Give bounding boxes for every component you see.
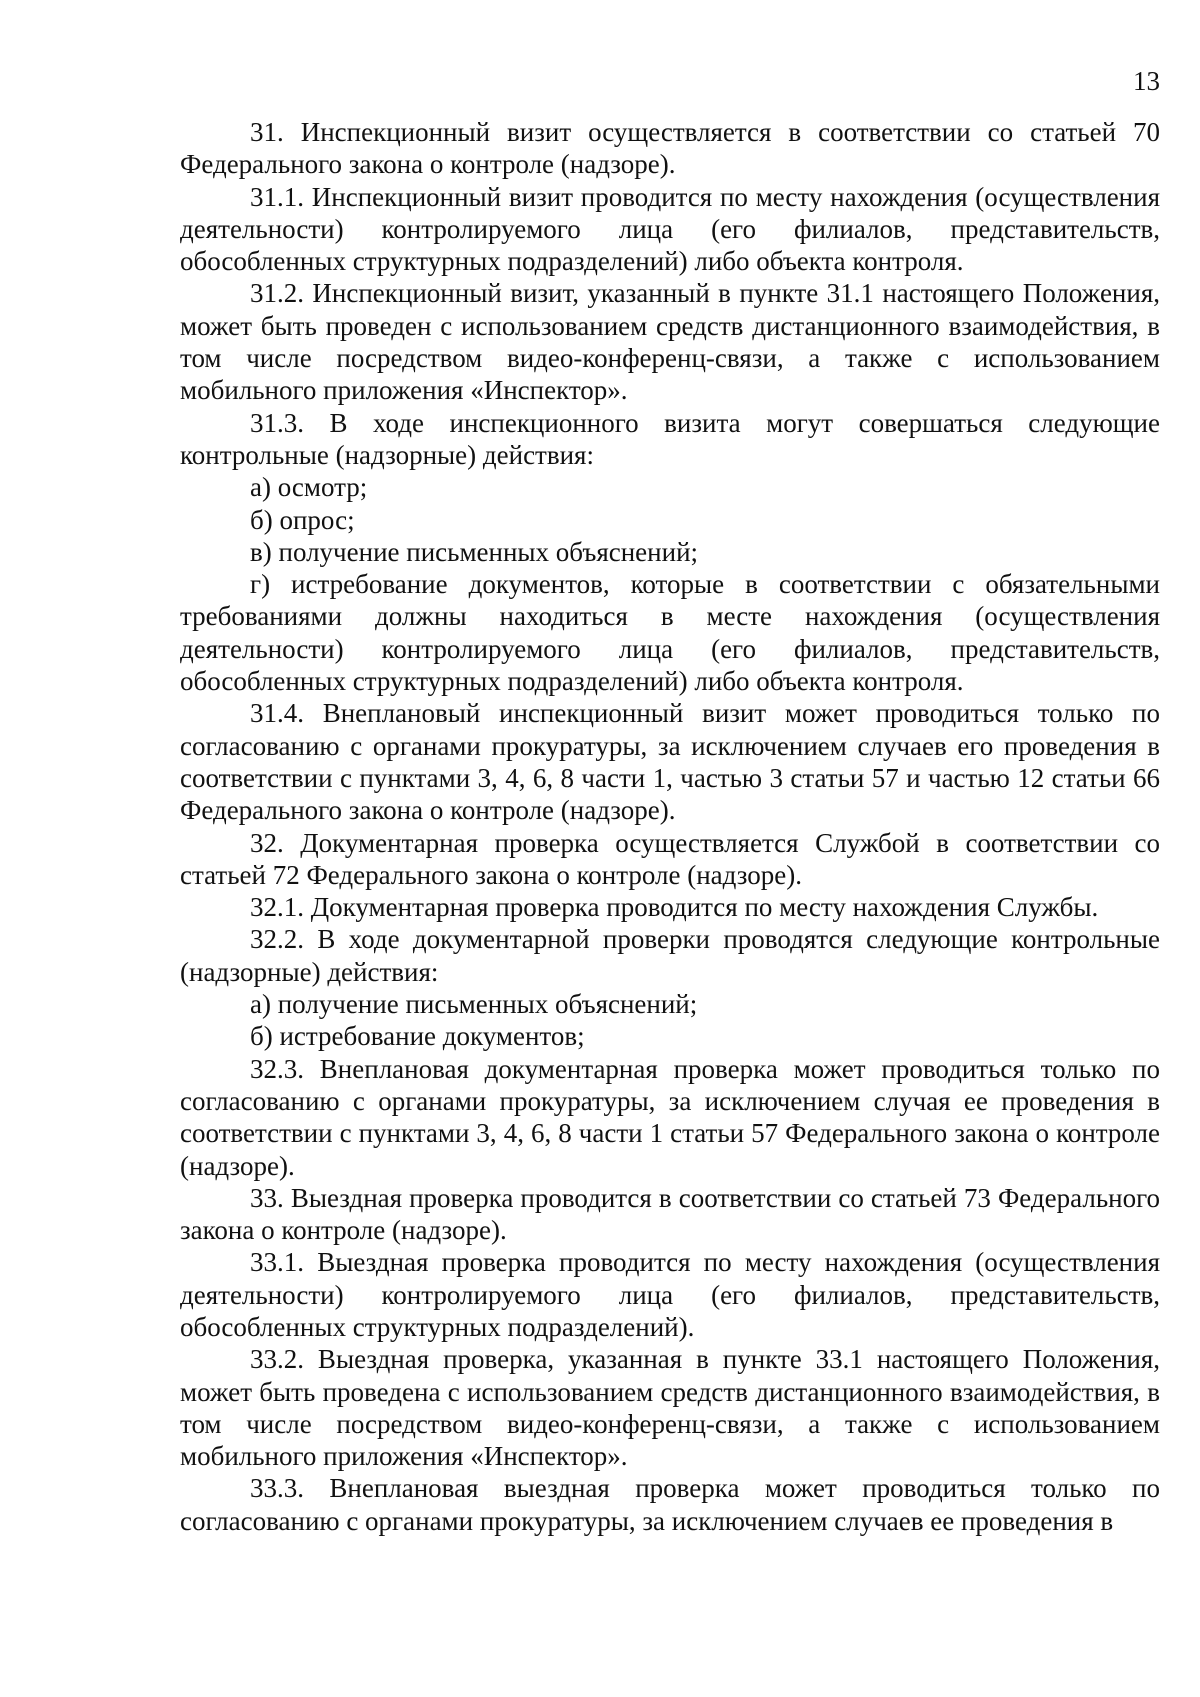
paragraph-31-2: 31.2. Инспекционный визит, указанный в пункте 31.1 настоящего Положения, может быть проведен с использованием средств дистанционного взаимодействия, в том числе посредством видео-конференц-связи, а также с использованием мобильного приложения «Инспектор». [180, 278, 1160, 406]
list-item-b: б) опрос; [250, 504, 355, 535]
paragraph-32-2: 32.2. В ходе документарной проверки проводятся следующие контрольные (надзорные) действия: [180, 924, 1160, 987]
page-number: 13 [1133, 66, 1160, 96]
paragraph-33-2: 33.2. Выездная проверка, указанная в пункте 33.1 настоящего Положения, может быть проведена с использованием средств дистанционного взаимодействия, в том числе посредством видео-конференц-связи, а также с использованием мобильного приложения «Инспектор». [180, 1344, 1160, 1472]
list-item-a: а) осмотр; [250, 472, 368, 503]
paragraph-31-1: 31.1. Инспекционный визит проводится по месту нахождения (осуществления деятельности) контролируемого лица (его филиалов, представительств, обособленных структурных подразделений) либо объекта контроля. [180, 181, 1160, 277]
paragraph-33-3: 33.3. Внеплановая выездная проверка может проводиться только по согласованию с органами прокуратуры, за исключением случаев ее проведения в [180, 1473, 1160, 1536]
paragraph-32-1: 32.1. Документарная проверка проводится по месту нахождения Службы. [250, 892, 1099, 923]
paragraph-32: 32. Документарная проверка осуществляется Службой в соответствии со статьей 72 Федерального закона о контроле (надзоре). [180, 827, 1160, 890]
list-item-a-2: а) получение письменных объяснений; [250, 989, 698, 1020]
list-item-v: в) получение письменных объяснений; [250, 536, 699, 567]
list-item-b-2: б) истребование документов; [250, 1021, 585, 1052]
paragraph-33: 33. Выездная проверка проводится в соответствии со статьей 73 Федерального закона о контроле (надзоре). [180, 1182, 1160, 1246]
document-body [180, 116, 1160, 1537]
paragraph-31: 31. Инспекционный визит осуществляется в соответствии со статьей 70 Федерального закона о контроле (надзоре). [180, 117, 1160, 180]
paragraph-31-3: 31.3. В ходе инспекционного визита могут совершаться следующие контрольные (надзорные) действия: [180, 407, 1160, 470]
paragraph-31-4: 31.4. Внеплановый инспекционный визит может проводиться только по согласованию с органами прокуратуры, за исключением случаев его проведения в соответствии с пунктами 3, 4, 6, 8 части 1, частью 3 статьи 57 и частью 12 статьи 66 Федерального закона о контроле (надзоре). [180, 698, 1160, 826]
paragraph-33-1: 33.1. Выездная проверка проводится по месту нахождения (осуществления деятельности) контролируемого лица (его филиалов, представительств, обособленных структурных подразделений). [180, 1247, 1160, 1342]
list-item-g: г) истребование документов, которые в соответствии с обязательными требованиями должны находиться в месте нахождения (осуществления деятельности) контролируемого лица (его филиалов, представительств, обособленных структурных подразделений) либо объекта контроля. [180, 569, 1160, 697]
paragraph-32-3: 32.3. Внеплановая документарная проверка может проводиться только по согласованию с органами прокуратуры, за исключением случая ее проведения в соответствии с пунктами 3, 4, 6, 8 части 1 статьи 57 Федерального закона о контроле (надзоре). [180, 1053, 1160, 1181]
